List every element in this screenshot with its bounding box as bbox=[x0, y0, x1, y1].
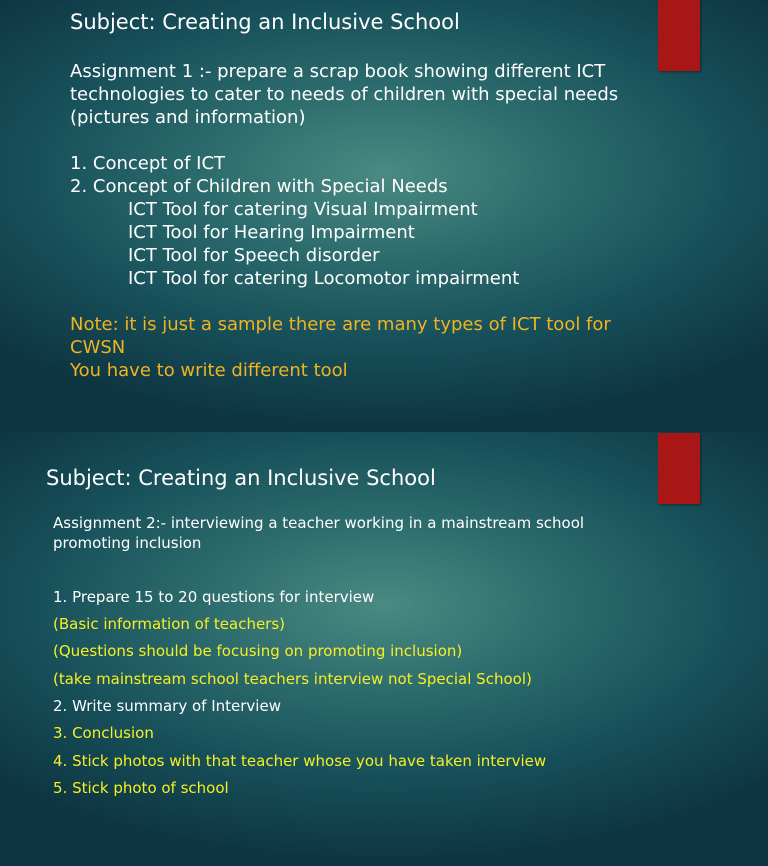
slide-1 bbox=[0, 0, 768, 432]
list-item: 2. Write summary of Interview bbox=[53, 697, 281, 715]
list-item: (take mainstream school teachers interview not Special School) bbox=[53, 670, 532, 688]
list-item: 2. Concept of Children with Special Needs bbox=[70, 176, 448, 197]
assignment-text-line: promoting inclusion bbox=[53, 534, 202, 552]
list-item: 1. Prepare 15 to 20 questions for interview bbox=[53, 588, 375, 606]
list-item: 1. Concept of ICT bbox=[70, 153, 226, 174]
assignment-text-line: Assignment 1 :- prepare a scrap book showing different ICT bbox=[70, 61, 606, 82]
assignment-text-line: Assignment 2:- interviewing a teacher working in a mainstream school bbox=[53, 514, 585, 532]
list-item: (Questions should be focusing on promoting inclusion) bbox=[53, 642, 463, 660]
accent-bar bbox=[658, 433, 700, 504]
note-text-line: You have to write different tool bbox=[70, 360, 348, 381]
list-item: (Basic information of teachers) bbox=[53, 615, 286, 633]
assignment-text-line: (pictures and information) bbox=[70, 107, 306, 128]
sub-list-item: ICT Tool for Hearing Impairment bbox=[128, 222, 415, 243]
sub-list-item: ICT Tool for catering Visual Impairment bbox=[128, 199, 478, 220]
list-item: 5. Stick photo of school bbox=[53, 779, 229, 797]
assignment-text-line: technologies to cater to needs of children with special needs bbox=[70, 84, 619, 105]
slide-title: Subject: Creating an Inclusive School bbox=[46, 466, 436, 490]
list-item: 3. Conclusion bbox=[53, 724, 154, 742]
slide-2 bbox=[0, 432, 768, 866]
slide-title: Subject: Creating an Inclusive School bbox=[70, 10, 460, 34]
list-item: 4. Stick photos with that teacher whose you have taken interview bbox=[53, 752, 547, 770]
note-text-line: CWSN bbox=[70, 337, 126, 358]
sub-list-item: ICT Tool for catering Locomotor impairment bbox=[128, 268, 520, 289]
accent-bar bbox=[658, 0, 700, 71]
sub-list-item: ICT Tool for Speech disorder bbox=[128, 245, 380, 266]
note-text-line: Note: it is just a sample there are many types of ICT tool for bbox=[70, 314, 611, 335]
